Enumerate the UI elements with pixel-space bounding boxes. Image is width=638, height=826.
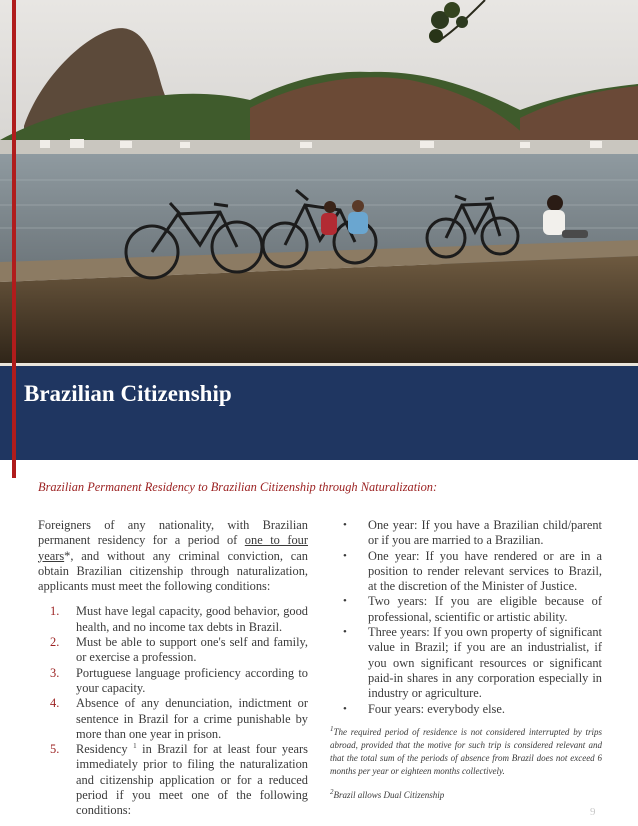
condition-item bbox=[38, 696, 308, 742]
condition-text: Portuguese language proficiency according to your capacity. bbox=[76, 665, 308, 695]
condition-number: 2. bbox=[50, 635, 60, 650]
intro-text-start: Foreigners of any nationality, with Brazilian permanent residency for a period of bbox=[38, 518, 308, 548]
condition-item bbox=[38, 604, 308, 635]
footnote-mark: 1 bbox=[330, 724, 334, 733]
accent-bar bbox=[12, 0, 16, 478]
bullet-icon: • bbox=[343, 626, 347, 639]
period-item bbox=[330, 702, 602, 717]
period-text: One year: If you have rendered or are in a position to render relevant services to Brazil, at the discretion of the Minister of Justice. bbox=[368, 548, 602, 594]
page-number: 9 bbox=[590, 806, 596, 818]
footnote-text: The required period of residence is not considered interrupted by trips abroad, provided that the motive for such trip is considered relevant and that the total sum of the periods of absence from Brazil does not exceed 6 months per year or eighteen months collectively. bbox=[330, 726, 602, 776]
conditions-list bbox=[38, 604, 308, 818]
footnote-2 bbox=[330, 789, 602, 802]
intro-underlined-period: one to four years bbox=[38, 533, 308, 563]
condition-item bbox=[38, 635, 308, 666]
page-title: Brazilian Citizenship bbox=[24, 381, 232, 406]
condition-number: 1. bbox=[50, 604, 60, 619]
bullet-icon: • bbox=[343, 595, 347, 608]
condition-number: 5. bbox=[50, 742, 60, 757]
condition-number: 4. bbox=[50, 696, 60, 711]
period-item bbox=[330, 518, 602, 549]
footnote-1 bbox=[330, 726, 602, 778]
period-text: Three years: If you own property of significant value in Brazil; if you are an industrialist, if you own significant resources or significant paid-in shares in any corporation especially in industry or agriculture. bbox=[368, 625, 602, 701]
bullet-icon: • bbox=[343, 549, 347, 562]
footnote-text: Brazil allows Dual Citizenship bbox=[333, 789, 445, 800]
intro-paragraph bbox=[38, 518, 308, 594]
condition-number: 3. bbox=[50, 665, 60, 680]
footnote-mark: 2 bbox=[330, 787, 334, 796]
footnote-ref: 1 bbox=[133, 742, 137, 751]
period-text: Four years: everybody else. bbox=[368, 701, 505, 716]
right-column bbox=[330, 518, 602, 802]
period-item bbox=[330, 625, 602, 701]
reduced-periods-list bbox=[330, 518, 602, 717]
intro-text-end: *, and without any criminal conviction, can obtain Brazilian citizenship through naturalization, applicants must meet the following conditions: bbox=[38, 548, 308, 594]
section-subtitle: Brazilian Permanent Residency to Brazilian Citizenship through Naturalization: bbox=[38, 480, 438, 494]
condition-text: Absence of any denunciation, indictment or sentence in Brazil for a crime punishable by more than one year in prison. bbox=[76, 696, 308, 741]
bullet-icon: • bbox=[343, 702, 347, 715]
bullet-icon: • bbox=[343, 519, 347, 531]
condition-text: Must have legal capacity, good behavior, good health, and no income tax debts in Brazil. bbox=[76, 604, 308, 634]
condition-text: in Brazil for at least four years immediately prior to filing the naturalization and citizenship application or for a reduced period if you meet one of the following conditions: bbox=[76, 742, 308, 818]
condition-text: Residency bbox=[76, 742, 134, 757]
period-text: One year: If you have a Brazilian child/parent or if you are married to a Brazilian. bbox=[368, 518, 602, 548]
period-item bbox=[330, 549, 602, 595]
condition-item bbox=[38, 666, 308, 697]
condition-text: Must be able to support one's self and family, or exercise a profession. bbox=[76, 635, 308, 665]
period-text: Two years: If you are eligible because of professional, scientific or artistic ability. bbox=[368, 594, 602, 624]
rio-bay-illustration bbox=[0, 0, 638, 366]
hero-photo bbox=[0, 0, 638, 366]
left-column bbox=[38, 518, 308, 819]
period-item bbox=[330, 594, 602, 625]
condition-item bbox=[38, 742, 308, 818]
